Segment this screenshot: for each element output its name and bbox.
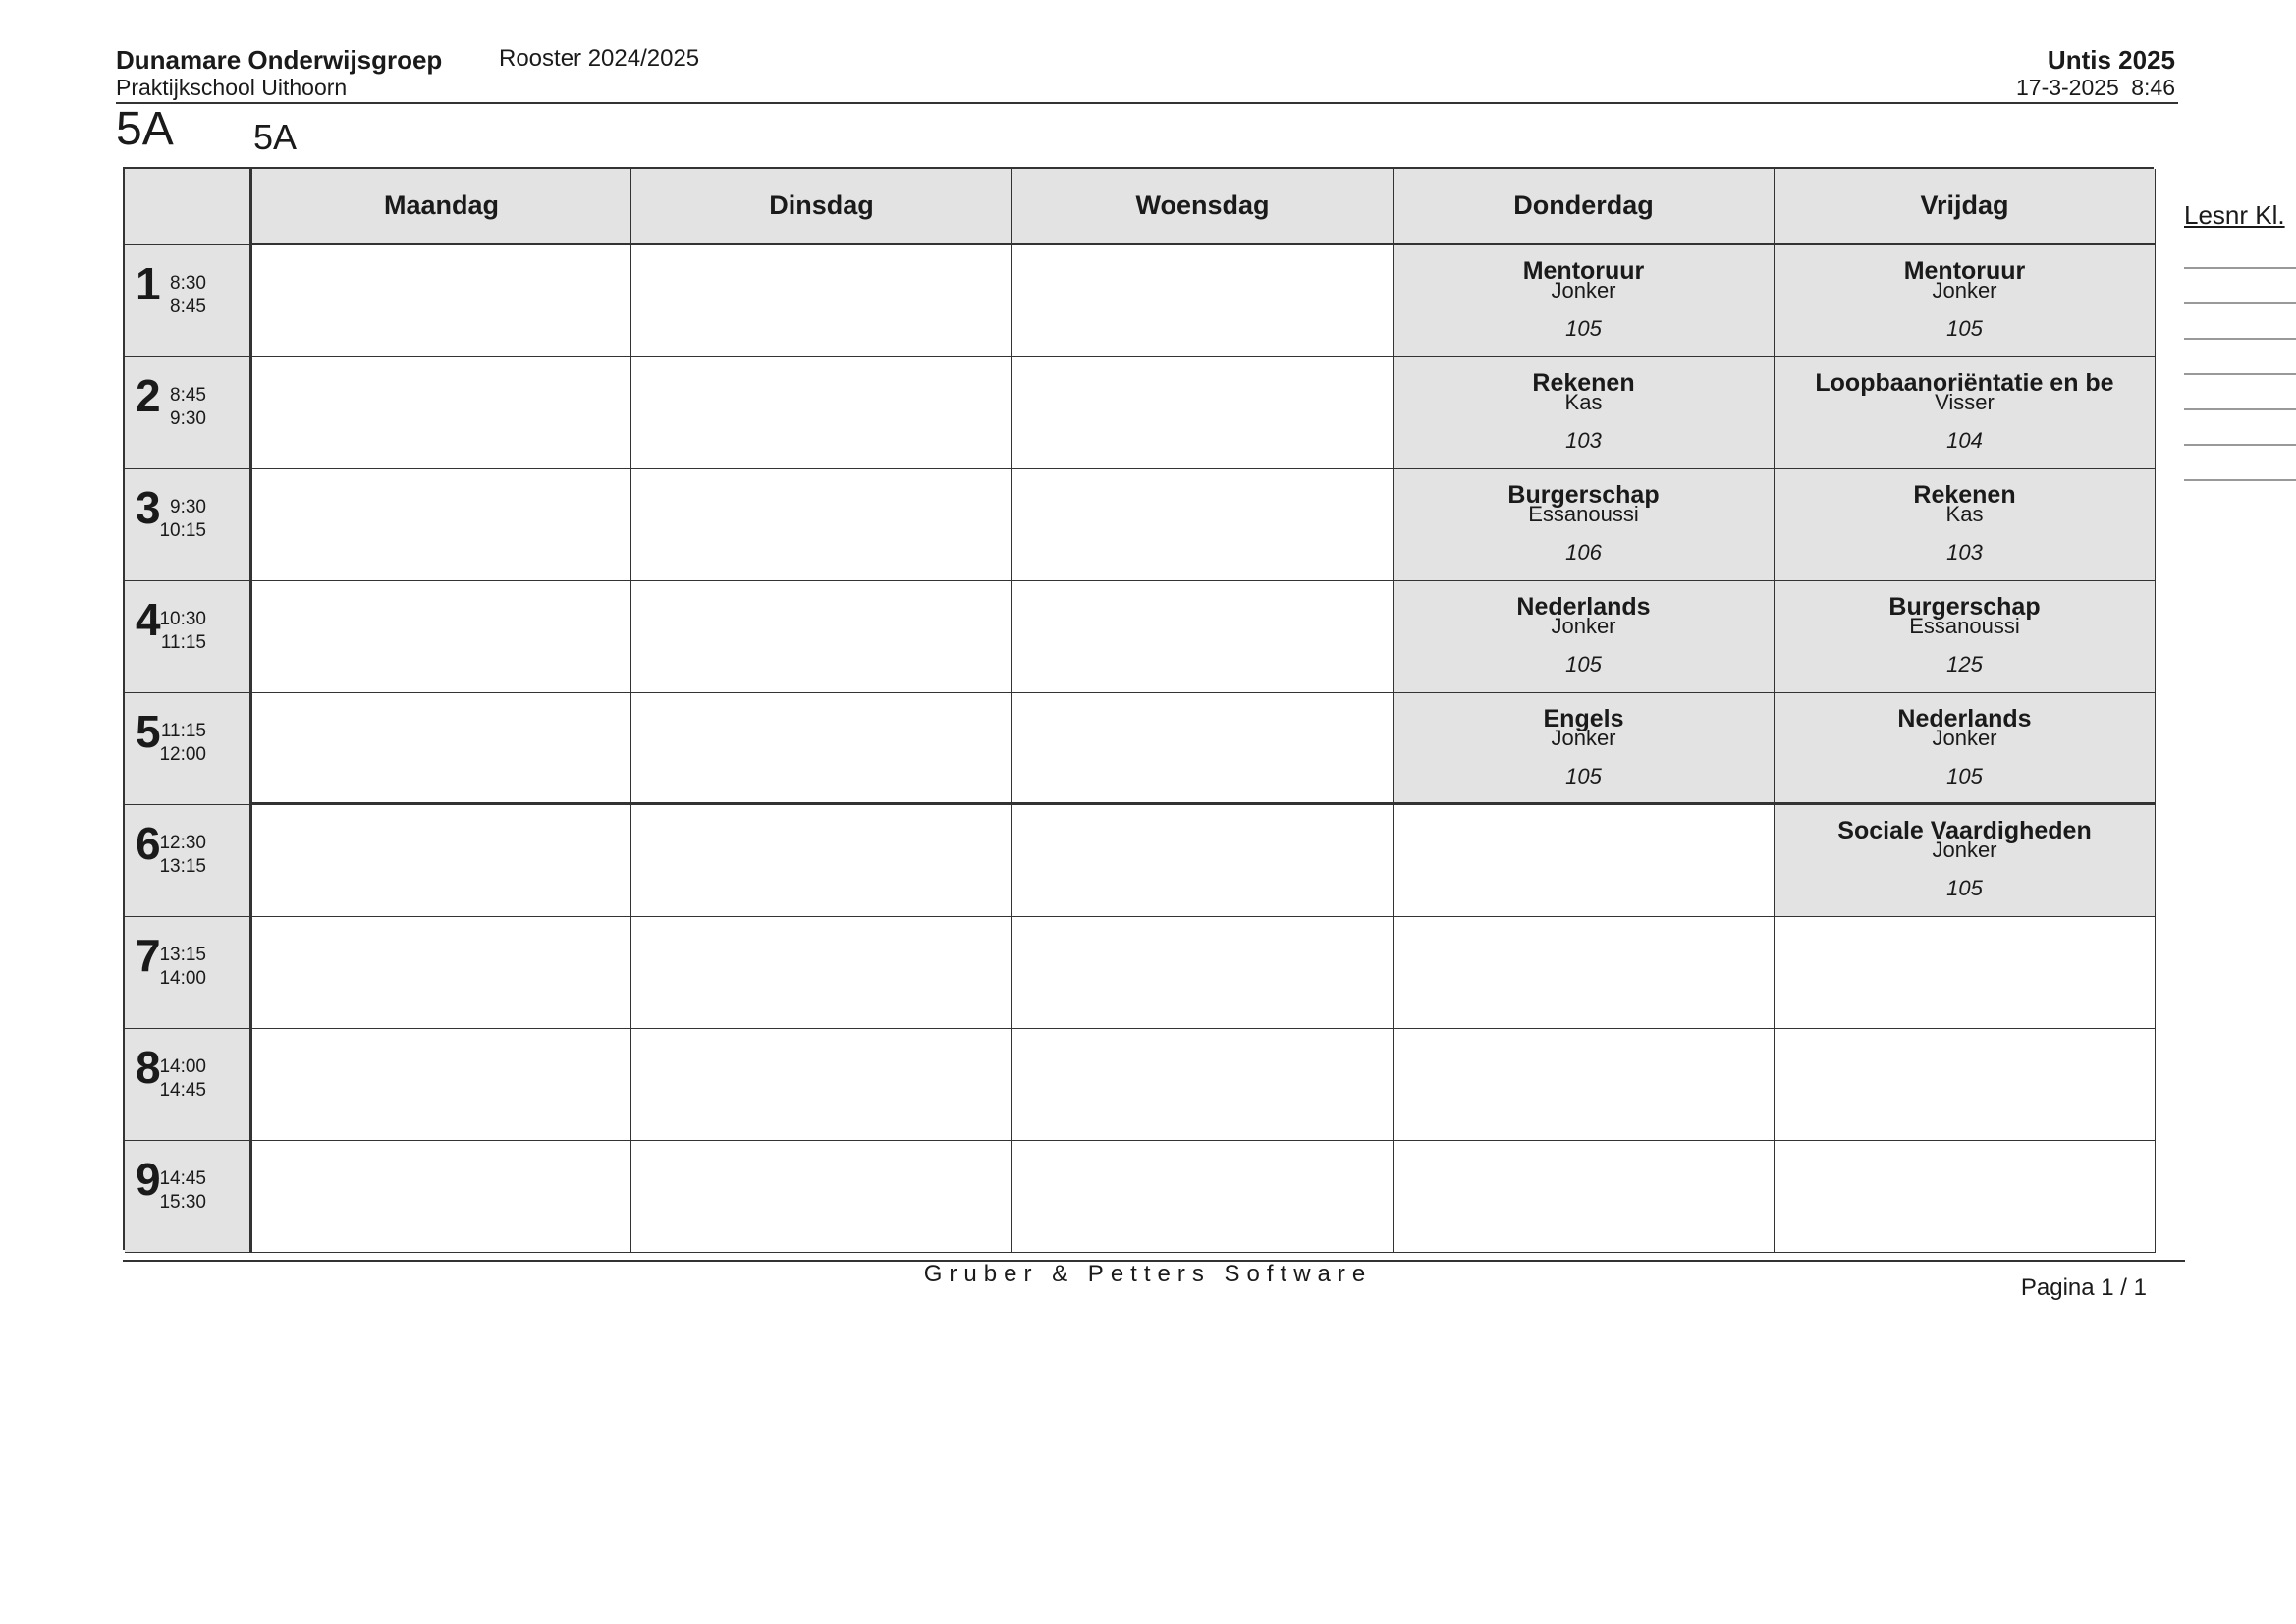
lesson-subject: Mentoruur bbox=[1522, 257, 1645, 285]
period-start-time: 10:30 bbox=[159, 609, 206, 629]
period-end-time: 14:45 bbox=[159, 1080, 206, 1101]
empty-slot bbox=[631, 917, 1012, 1029]
period-start-time: 14:45 bbox=[159, 1168, 206, 1189]
lesson-teacher: Essanoussi bbox=[1528, 502, 1639, 526]
footer-brand: Gruber & Petters Software bbox=[923, 1261, 1373, 1287]
page-number: Pagina 1 / 1 bbox=[2020, 1274, 2147, 1301]
lesson-teacher: Visser bbox=[1935, 390, 1995, 414]
organisation-name: Dunamare Onderwijsgroep bbox=[116, 45, 443, 75]
period-cell bbox=[125, 357, 250, 469]
lesson-block bbox=[1775, 693, 2156, 805]
period-start-time: 8:30 bbox=[170, 273, 206, 294]
day-header-woensdag: Woensdag bbox=[1012, 169, 1394, 245]
print-date: 17-3-2025 8:46 bbox=[2015, 75, 2175, 100]
period-number: 5 bbox=[136, 706, 161, 757]
empty-slot bbox=[250, 357, 631, 469]
empty-slot bbox=[631, 357, 1012, 469]
side-table-rule bbox=[2184, 479, 2296, 481]
lesson-room: 105 bbox=[1946, 764, 1983, 788]
period-end-time: 15:30 bbox=[159, 1192, 206, 1213]
lesson-subject: Nederlands bbox=[1516, 593, 1651, 621]
lesson-block bbox=[1775, 357, 2156, 469]
period-number: 7 bbox=[136, 930, 161, 981]
period-start-time: 9:30 bbox=[170, 497, 206, 517]
lesson-subject: Rekenen bbox=[1532, 369, 1635, 397]
period-cell bbox=[125, 1029, 250, 1141]
period-start-time: 14:00 bbox=[159, 1056, 206, 1077]
period-number: 2 bbox=[136, 370, 161, 421]
lesson-teacher: Jonker bbox=[1551, 278, 1616, 302]
period-number: 4 bbox=[136, 594, 161, 645]
empty-slot bbox=[1394, 805, 1775, 917]
empty-slot bbox=[1394, 917, 1775, 1029]
side-table-rule bbox=[2184, 373, 2296, 375]
lesson-room: 103 bbox=[1946, 540, 1983, 565]
lesson-block bbox=[1394, 581, 1775, 693]
period-cell bbox=[125, 917, 250, 1029]
empty-slot bbox=[250, 1141, 631, 1253]
empty-slot bbox=[250, 469, 631, 581]
lesson-room: 105 bbox=[1565, 316, 1602, 341]
lesson-room: 105 bbox=[1946, 876, 1983, 900]
lesson-block bbox=[1394, 469, 1775, 581]
period-number: 1 bbox=[136, 258, 161, 309]
lesson-block bbox=[1394, 357, 1775, 469]
side-table-rule bbox=[2184, 302, 2296, 304]
empty-slot bbox=[1012, 245, 1394, 357]
side-table-rule bbox=[2184, 267, 2296, 269]
period-start-time: 13:15 bbox=[159, 945, 206, 965]
empty-slot bbox=[631, 1141, 1012, 1253]
period-cell bbox=[125, 693, 250, 805]
empty-slot bbox=[631, 1029, 1012, 1141]
lesson-room: 105 bbox=[1565, 764, 1602, 788]
period-cell bbox=[125, 469, 250, 581]
empty-slot bbox=[1012, 1141, 1394, 1253]
period-end-time: 9:30 bbox=[170, 408, 206, 429]
period-start-time: 12:30 bbox=[159, 833, 206, 853]
lesson-subject: Mentoruur bbox=[1903, 257, 2026, 285]
lesson-block bbox=[1775, 245, 2156, 357]
empty-slot bbox=[250, 917, 631, 1029]
lesson-subject: Loopbaanoriëntatie en be bbox=[1815, 369, 2114, 397]
empty-slot bbox=[250, 693, 631, 805]
lesson-teacher: Essanoussi bbox=[1909, 614, 2020, 638]
empty-slot bbox=[250, 245, 631, 357]
empty-slot bbox=[250, 805, 631, 917]
schedule-year: Rooster 2024/2025 bbox=[499, 45, 700, 72]
lesson-teacher: Jonker bbox=[1932, 278, 1997, 302]
corner-cell bbox=[125, 169, 250, 245]
empty-slot bbox=[1012, 917, 1394, 1029]
empty-slot bbox=[631, 469, 1012, 581]
lesson-teacher: Jonker bbox=[1932, 726, 1997, 750]
lesson-block bbox=[1775, 581, 2156, 693]
lesson-subject: Sociale Vaardigheden bbox=[1837, 817, 2092, 844]
lesson-room: 104 bbox=[1946, 428, 1983, 453]
lesson-subject: Burgerschap bbox=[1888, 593, 2041, 621]
empty-slot bbox=[1012, 805, 1394, 917]
day-header-dinsdag: Dinsdag bbox=[631, 169, 1012, 245]
lesson-block bbox=[1775, 805, 2156, 917]
empty-slot bbox=[1012, 469, 1394, 581]
empty-slot bbox=[1012, 581, 1394, 693]
side-table-rule bbox=[2184, 338, 2296, 340]
empty-slot bbox=[250, 581, 631, 693]
empty-slot bbox=[1394, 1029, 1775, 1141]
lesson-room: 125 bbox=[1946, 652, 1983, 677]
empty-slot bbox=[1775, 1141, 2156, 1253]
empty-slot bbox=[631, 805, 1012, 917]
empty-slot bbox=[1012, 357, 1394, 469]
period-start-time: 8:45 bbox=[170, 385, 206, 406]
day-header-maandag: Maandag bbox=[250, 169, 631, 245]
lesson-block bbox=[1394, 693, 1775, 805]
lesson-room: 103 bbox=[1565, 428, 1602, 453]
day-header-donderdag: Donderdag bbox=[1394, 169, 1775, 245]
lesson-subject: Nederlands bbox=[1897, 705, 2032, 732]
lesson-teacher: Kas bbox=[1564, 390, 1603, 414]
period-cell bbox=[125, 245, 250, 357]
empty-slot bbox=[1394, 1141, 1775, 1253]
lesson-block bbox=[1775, 469, 2156, 581]
lesson-teacher: Jonker bbox=[1551, 614, 1616, 638]
header-divider bbox=[116, 102, 2178, 104]
lesson-teacher: Kas bbox=[1945, 502, 1984, 526]
empty-slot bbox=[631, 693, 1012, 805]
period-end-time: 13:15 bbox=[159, 856, 206, 877]
lesson-block bbox=[1394, 245, 1775, 357]
period-end-time: 12:00 bbox=[159, 744, 206, 765]
lesson-subject: Rekenen bbox=[1913, 481, 2016, 509]
lesson-room: 106 bbox=[1565, 540, 1602, 565]
period-cell bbox=[125, 805, 250, 917]
empty-slot bbox=[1775, 917, 2156, 1029]
period-end-time: 14:00 bbox=[159, 968, 206, 989]
empty-slot bbox=[250, 1029, 631, 1141]
period-end-time: 10:15 bbox=[159, 520, 206, 541]
class-name: 5A bbox=[253, 117, 298, 157]
empty-slot bbox=[631, 245, 1012, 357]
period-number: 8 bbox=[136, 1042, 161, 1093]
side-table-rule bbox=[2184, 408, 2296, 410]
empty-slot bbox=[631, 581, 1012, 693]
lesson-room: 105 bbox=[1565, 652, 1602, 677]
period-cell bbox=[125, 1141, 250, 1253]
empty-slot bbox=[1012, 1029, 1394, 1141]
lesson-room: 105 bbox=[1946, 316, 1983, 341]
lesson-teacher: Jonker bbox=[1551, 726, 1616, 750]
empty-slot bbox=[1012, 693, 1394, 805]
side-table-header: Lesnr Kl. bbox=[2184, 200, 2285, 230]
side-table-rule bbox=[2184, 444, 2296, 446]
day-header-vrijdag: Vrijdag bbox=[1775, 169, 2156, 245]
period-cell bbox=[125, 581, 250, 693]
lesson-subject: Burgerschap bbox=[1507, 481, 1660, 509]
period-number: 9 bbox=[136, 1154, 161, 1205]
lesson-teacher: Jonker bbox=[1932, 838, 1997, 862]
school-name: Praktijkschool Uithoorn bbox=[116, 75, 348, 100]
timetable-grid bbox=[123, 167, 2154, 1250]
class-code: 5A bbox=[116, 103, 174, 155]
period-number: 3 bbox=[136, 482, 161, 533]
period-end-time: 11:15 bbox=[160, 632, 206, 653]
period-start-time: 11:15 bbox=[160, 721, 206, 741]
software-version: Untis 2025 bbox=[2047, 45, 2175, 75]
period-end-time: 8:45 bbox=[170, 297, 206, 317]
empty-slot bbox=[1775, 1029, 2156, 1141]
lesson-subject: Engels bbox=[1543, 705, 1624, 732]
period-number: 6 bbox=[136, 818, 161, 869]
